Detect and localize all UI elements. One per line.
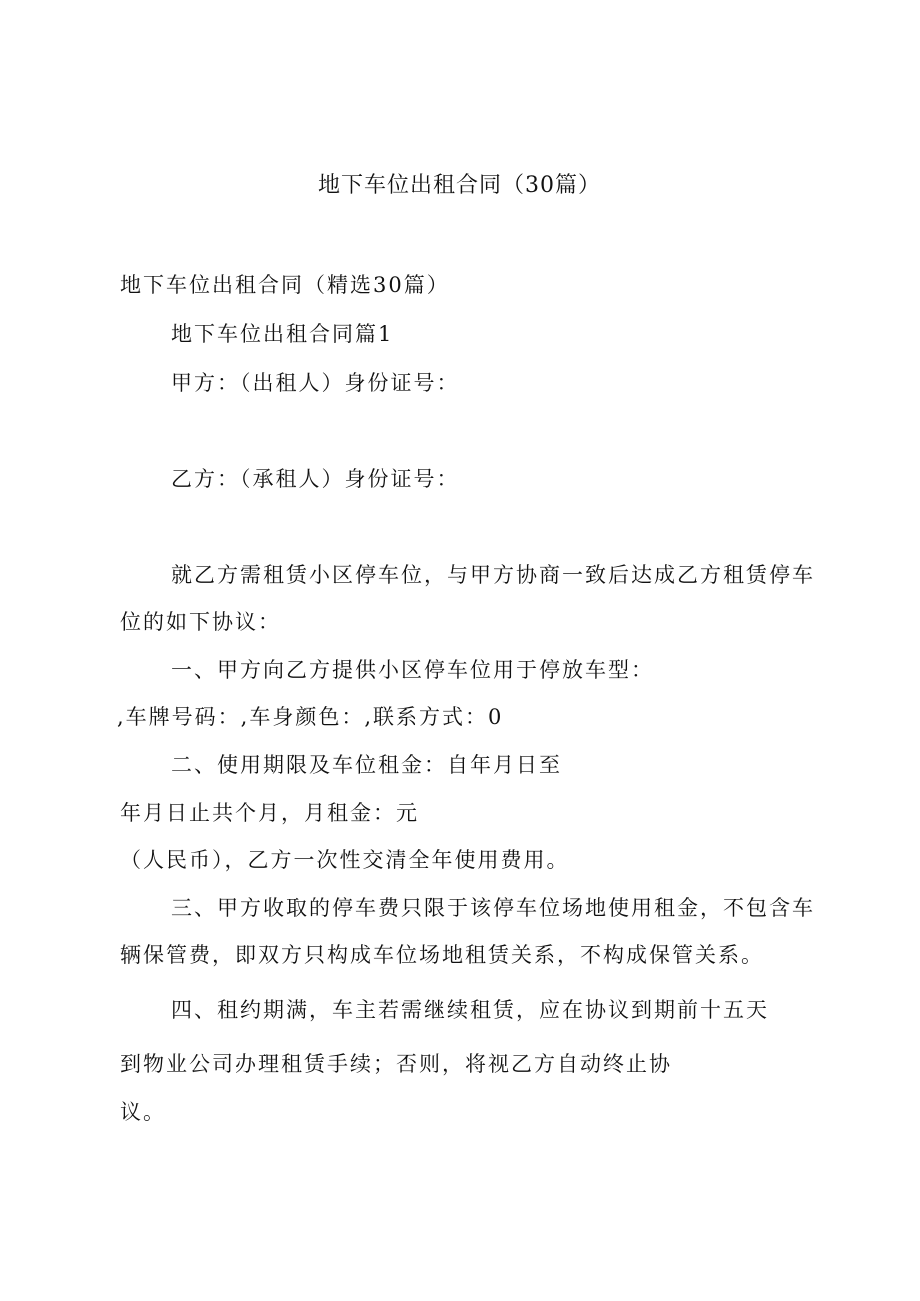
clause-2-line-2: 年月日止共个月，月租金：元	[120, 801, 419, 825]
clause-2-line-3: （人民币），乙方一次性交清全年使用费用。	[120, 848, 570, 872]
party-a-line: 甲方：（出租人）身份证号：	[171, 371, 460, 395]
clause-3-line-1: 三、甲方收取的停车费只限于该停车位场地使用租金，不包含车	[171, 896, 815, 920]
clause-1-line-2: ,车牌号码：,车身颜色：,联系方式：0	[117, 705, 504, 729]
clause-1-line-1: 一、甲方向乙方提供小区停车位用于停放车型：	[171, 658, 654, 682]
clause-4-line-2: 到物业公司办理租赁手续；否则，将视乙方自动终止协	[120, 1052, 672, 1076]
party-b-line: 乙方：（承租人）身份证号：	[171, 467, 460, 491]
paragraph-intro-line-1: 就乙方需租赁小区停车位，与甲方协商一致后达成乙方租赁停车	[171, 563, 815, 587]
clause-4-line-3: 议。	[120, 1100, 166, 1124]
paragraph-intro-line-2: 位的如下协议：	[120, 610, 281, 634]
collection-heading: 地下车位出租合同（精选30篇）	[120, 273, 450, 297]
clause-2-line-1: 二、使用期限及车位租金：自年月日至	[171, 753, 562, 777]
clause-3-line-2: 辆保管费，即双方只构成车位场地租赁关系，不构成保管关系。	[120, 943, 764, 967]
contract-heading: 地下车位出租合同篇1	[171, 322, 394, 346]
clause-4-line-1: 四、租约期满，车主若需继续租赁，应在协议到期前十五天	[171, 998, 769, 1022]
document-title: 地下车位出租合同（30篇）	[318, 173, 601, 198]
